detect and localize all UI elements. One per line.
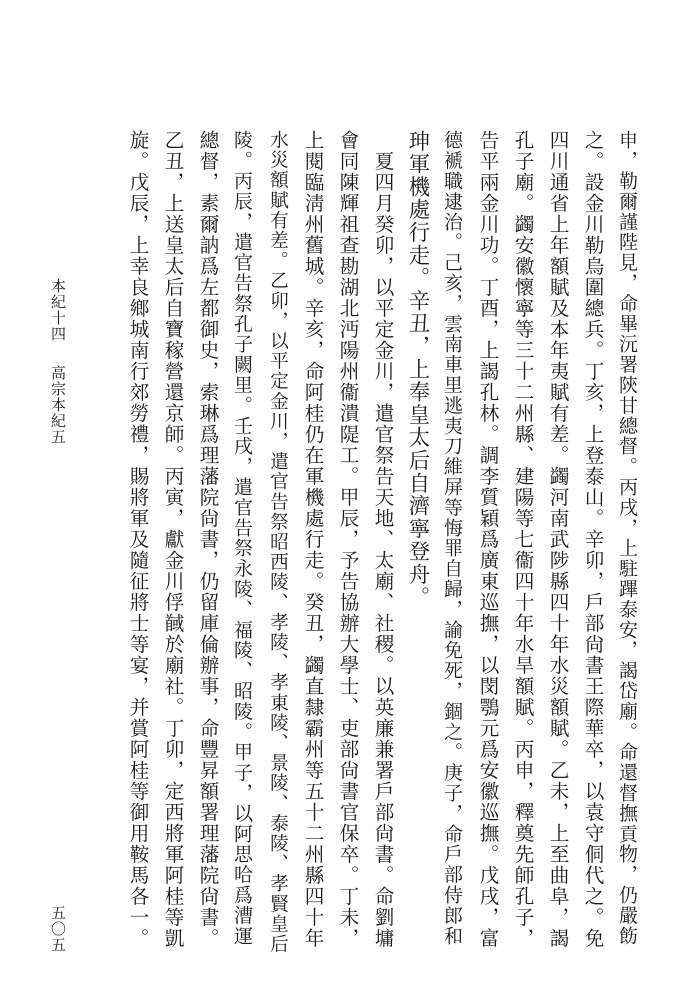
text-column-5: 告平兩金川功。丁酉，上謁孔林。調李質穎爲廣東巡撫，以閔鶚元爲安徽巡撫。戊戌，富: [476, 130, 499, 949]
running-head: 本紀十四: [49, 278, 67, 342]
text-column-6: 德褫職逮治。己亥，雲南車里逃夷刀維屏等悔罪自歸，諭免死，錮之。庚子，命戶部侍郎和: [441, 130, 463, 946]
page-number: 五〇五: [49, 905, 67, 953]
text-column-13: 總督，素爾訥爲左都御史，索琳爲理藩院尙書，仍留庫倫辦事，命豐昇額署理藩院尙書。: [196, 130, 219, 949]
text-column-4: 孔子廟。蠲安徽懷寧等三十二州縣、建陽等七衞四十年水旱額賦。丙申，釋奠先師孔子，: [511, 130, 534, 949]
text-column-12: 陵。丙辰，遣官告祭孔子闕里。壬戌，遣官告祭永陵、福陵、昭陵。甲子，以阿思哈爲漕運: [231, 130, 253, 946]
text-column-15: 旋。戊辰，上幸良鄉城南行郊勞禮，賜將軍及隨征將士等宴，并賞阿桂等御用鞍馬各一。: [126, 130, 149, 949]
text-column-2: 之。設金川勒烏圍總兵。丁亥，上登泰山。辛卯，戶部尙書王際華卒，以袁守侗代之。免: [581, 130, 604, 949]
text-column-10: 上閱臨淸州舊城。辛亥，命阿桂仍在軍機處行走。癸丑，蠲直隸霸州等五十二州縣四十年: [301, 130, 324, 949]
text-column-11: 水災額賦有差。乙卯，以平定金川，遣官告祭昭西陵、孝陵、孝東陵、景陵、泰陵、孝賢皇后: [267, 130, 288, 955]
text-column-3: 四川通省上年額賦及本年夷賦有差。蠲河南武陟縣四十年水災額賦。乙未，上至曲阜，謁: [546, 130, 569, 949]
text-column-9: 會同陳輝祖查勘湖北沔陽州衞潰隄工。甲辰，予告協辦大學士、吏部尙書官保卒。丁未，: [336, 130, 359, 949]
text-column-8: 夏四月癸卯，以平定金川，遣官祭告天地、太廟、社稷。以英廉兼署戶部尙書。命劉墉: [371, 151, 394, 949]
text-column-14: 乙丑，上送皇太后自寶稼營還京師。丙寅，獻金川俘馘於廟社。丁卯，定西將軍阿桂等凱: [161, 130, 184, 949]
running-chapter-title: 高宗本紀五: [49, 365, 67, 445]
text-column-1: 申，勒爾謹陛見，命畢沅署陝甘總督。丙戌，上駐蹕泰安，謁岱廟。命還督撫貢物，仍嚴飭: [616, 130, 638, 946]
text-column-7: 珅軍機處行走。辛丑，上奉皇太后自濟寧登舟。: [405, 130, 430, 609]
